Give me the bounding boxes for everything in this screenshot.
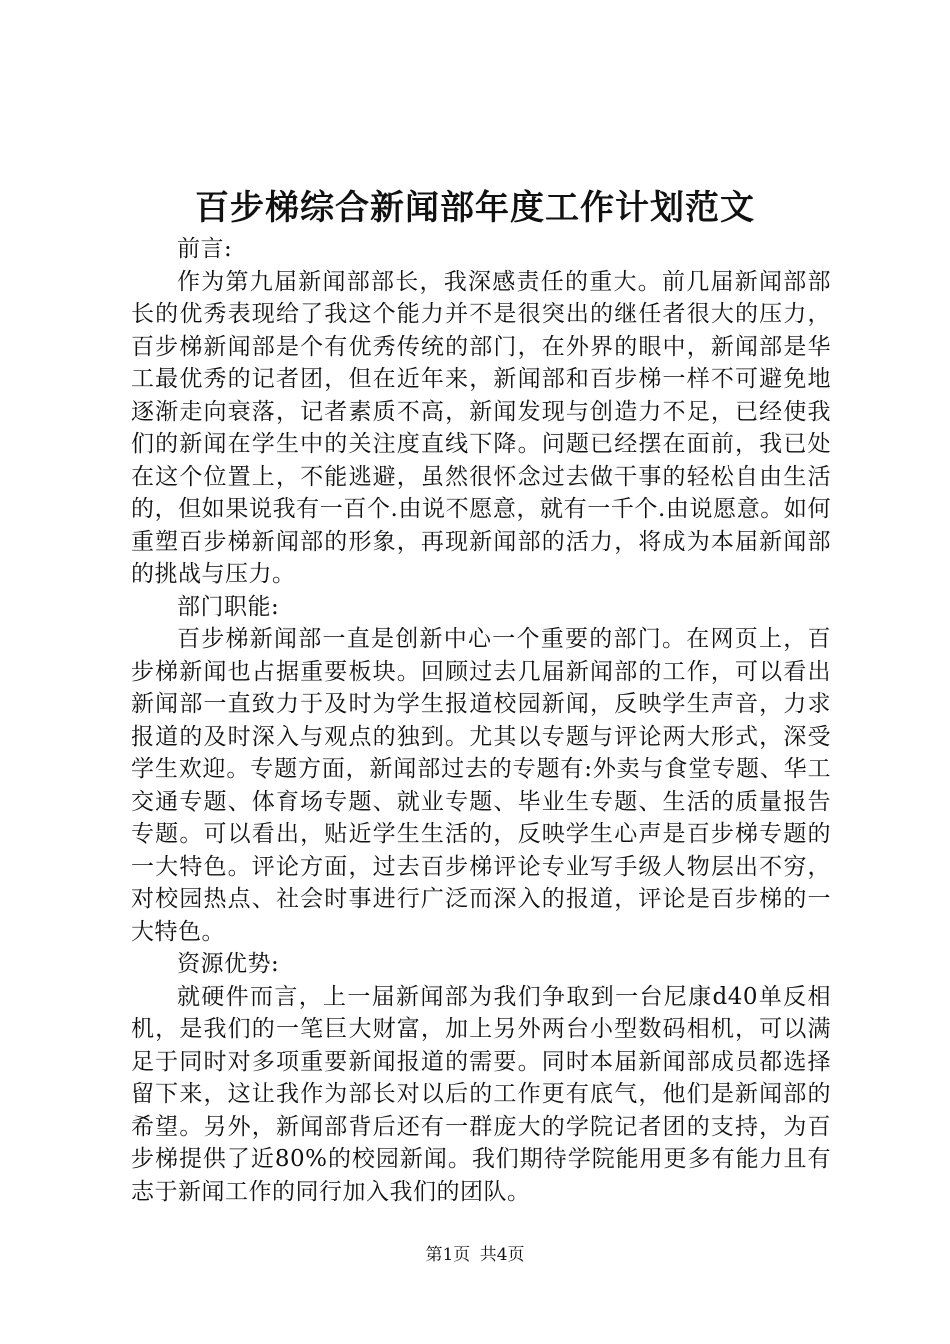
section-paragraph-resources: 就硬件而言，上一届新闻部为我们争取到一台尼康d40单反相机，是我们的一笔巨大财富，加上另外两台小型数码相机，可以满足于同时对多项重要新闻报道的需要。同时本届新闻部成员都选择留下来，这让我作为部长对以后的工作更有底气，他们是新闻部的希望。另外，新闻部背后还有一群庞大的学院记者团的支持，为百步梯提供了近80%的校园新闻。我们期待学院能用更多有能力且有志于新闻工作的同行加入我们的团队。 xyxy=(131,983,831,1205)
page-number: 第1页 xyxy=(425,1245,471,1265)
section-heading-functions: 部门职能: xyxy=(177,593,280,620)
section-paragraph-functions: 百步梯新闻部一直是创新中心一个重要的部门。在网页上，百步梯新闻也占据重要板块。回顾过去几届新闻部的工作，可以看出新闻部一直致力于及时为学生报道校园新闻，反映学生声音，力求报道的及时深入与观点的独到。尤其以专题与评论两大形式，深受学生欢迎。专题方面，新闻部过去的专题有:外卖与食堂专题、华工交通专题、体育场专题、就业专题、毕业生专题、生活的质量报告专题。可以看出，贴近学生生活的，反映学生心声是百步梯专题的一大特色。评论方面，过去百步梯评论专业写手级人物层出不穷，对校园热点、社会时事进行广泛而深入的报道，评论是百步梯的一大特色。 xyxy=(131,626,831,945)
page-footer xyxy=(0,1243,950,1267)
section-heading-resources: 资源优势: xyxy=(177,951,280,977)
section-paragraph-preface: 作为第九届新闻部部长，我深感责任的重大。前几届新闻部部长的优秀表现给了我这个能力并不是很突出的继任者很大的压力，百步梯新闻部是个有优秀传统的部门，在外界的眼中，新闻部是华工最优秀的记者团，但在近年来，新闻部和百步梯一样不可避免地逐渐走向衰落，记者素质不高，新闻发现与创造力不足，已经使我们的新闻在学生中的关注度直线下降。问题已经摆在面前，我已处在这个位置上，不能逃避，虽然很怀念过去做干事的轻松自由生活的，但如果说我有一百个.由说不愿意，就有一千个.由说愿意。如何重塑百步梯新闻部的形象，再现新闻部的活力，将成为本届新闻部的挑战与压力。 xyxy=(131,268,831,587)
document-title: 百步梯综合新闻部年度工作计划范文 xyxy=(195,188,755,228)
document-body xyxy=(131,233,831,1208)
page-total: 共4页 xyxy=(479,1245,525,1265)
section-heading-preface: 前言: xyxy=(177,236,233,262)
